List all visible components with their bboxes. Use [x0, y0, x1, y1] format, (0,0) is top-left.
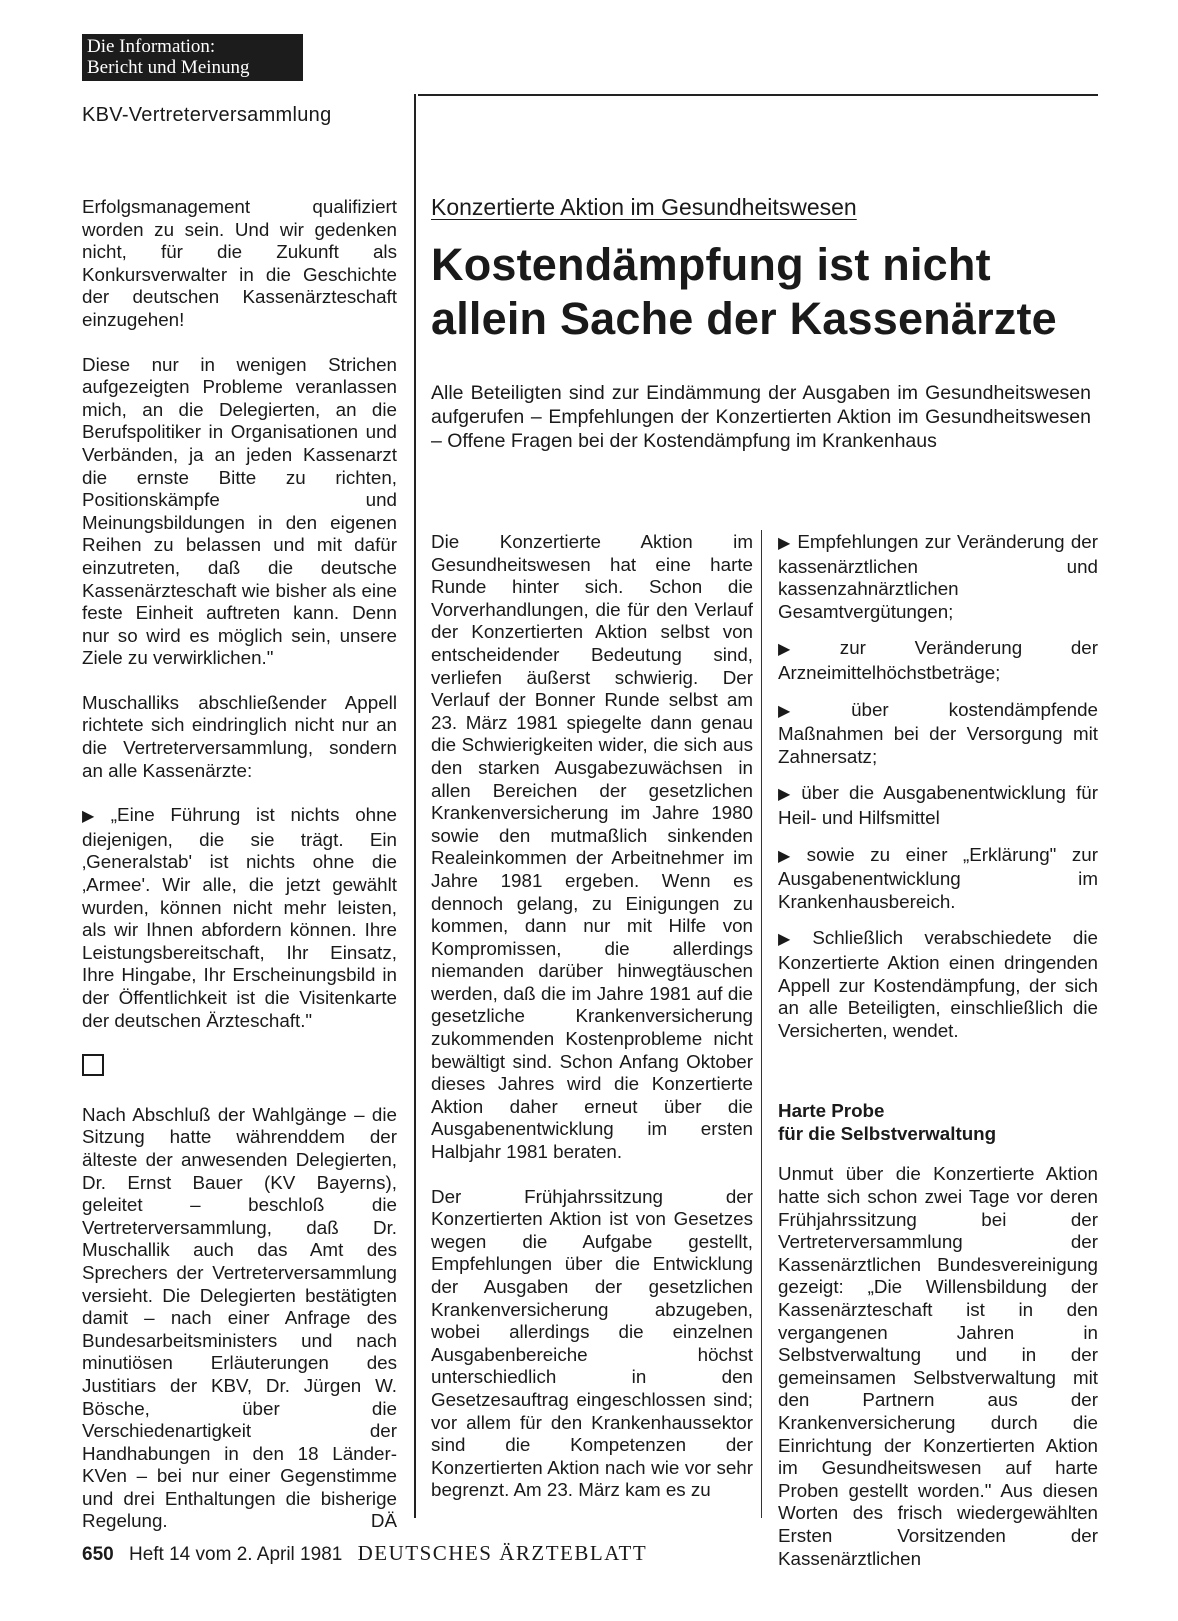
- column-divider-2: [761, 530, 762, 1518]
- middle-column: [431, 531, 753, 1524]
- triangle-bullet-icon: ▶: [82, 808, 105, 826]
- left-paragraph-1: Erfolgsmanagement qualifiziert worden zu sein. Und wir gedenken nicht, für die Zukunft als Konkursverwalter in die Geschichte der deutschen Kassenärzteschaft einzugehen!: [82, 196, 397, 330]
- left-paragraph-3: Muschalliks abschließender Appell richtete sich eindringlich nicht nur an die Vertreterversammlung, sondern an alle Kassenärzte:: [82, 691, 397, 781]
- left-paragraph-5: [82, 1104, 397, 1533]
- left-paragraph-5-text: Nach Abschluß der Wahlgänge – die Sitzung hatte währenddem der älteste der anwesenden Delegierten, Dr. Ernst Bauer (KV Bayerns), geleitet – beschloß die Vertreterversammlung, daß Dr. Muschallik auch das Amt des Sprechers der Vertreterversammlung versieht. Die Delegierten bestätigten damit – nach einer Anfrage des Bundesarbeitsministers und nach minutiösen Erläuterungen des Justitiars der KBV, Dr. Jürgen W. Bösche, über die Verschiedenartigkeit der Handhabungen in den 18 Länder-KVen – bei nur einer Gegenstimme und drei Enthaltungen die bisherige Regelung.: [82, 1103, 397, 1532]
- middle-paragraph-1: Die Konzertierte Aktion im Gesundheitswesen hat eine harte Runde hinter sich. Schon die Vorverhandlungen, die für den Verlauf der Konzertierten Aktion selbst von entscheidender Bedeutung sind, verliefen äußerst schwierig. Der Verlauf der Bonner Runde selbst am 23. März 1981 spiegelte dann genau die Schwierigkeiten wider, die sich aus den starken Ausgabezuwächsen in allen Bereichen der gesetzlichen Krankenversicherung im Jahre 1980 sowie den mutmaßlich sinkenden Realeinkommen der Arbeitnehmer im Jahre 1981 ergeben. Wenn es dennoch gelang, zu Einigungen zu kommen, dann nur mit Hilfe von Kompromissen, die allerdings niemanden darüber hinwegtäuschen werden, daß die im Jahre 1981 auf die gesetzliche Krankenversicherung zukommenden Kostenprobleme nicht bewältigt sind. Schon Anfang Oktober dieses Jahres wird die Konzertierte Aktion daher erneut über die Ausgabenentwicklung im ersten Halbjahr 1981 beraten.: [431, 531, 753, 1163]
- right-column: [778, 531, 1098, 1584]
- bullet-text: Empfehlungen zur Veränderung der kassenärztlichen und kassenzahnärztlichen Gesamtvergütungen;: [778, 531, 1098, 622]
- right-paragraph-end: Unmut über die Konzertierte Aktion hatte sich schon zwei Tage vor deren Frühjahrssitzung bei der Vertreterversammlung der Kassenärztlichen Bundesvereinigung gezeigt: „Die Willensbildung der Kassenärzteschaft ist in den vergangenen Jahren in Selbstverwaltung und in der gemeinsamen Selbstverwaltung mit den Partnern aus der Krankenversicherung durch die Einrichtung der Konzertierten Aktion im Gesundheitswesen auf harte Proben gestellt worden." Aus diesen Worten des frisch wiedergewählten Ersten Vorsitzenden der Kassenärztlichen: [778, 1163, 1098, 1569]
- bullet-item: [778, 927, 1098, 1042]
- page-number: 650: [82, 1544, 114, 1565]
- left-kicker: KBV-Vertreterversammlung: [82, 104, 332, 126]
- subheading-line-2: für die Selbstverwaltung: [778, 1122, 997, 1144]
- triangle-bullet-icon: ▶: [778, 847, 801, 865]
- bullet-text: über kostendämpfende Maßnahmen bei der Versorgung mit Zahnersatz;: [778, 698, 1098, 767]
- article-headline: [431, 238, 1111, 346]
- bullet-item: [778, 699, 1098, 769]
- header-line-1: Die Information:: [87, 36, 216, 57]
- section-end-marker: [82, 1054, 397, 1082]
- top-rule: [418, 94, 1098, 96]
- article-lead: Alle Beteiligten sind zur Eindämmung der Ausgaben im Gesundheitswesen aufgerufen – Empfehlungen der Konzertierten Aktion im Gesundheitswesen – Offene Fragen bei der Kostendämpfung im Krankenhaus: [431, 382, 1091, 452]
- headline-line-2: allein Sache der Kassenärzte: [431, 293, 1057, 344]
- subheading-line-1: Harte Probe: [778, 1100, 885, 1122]
- magazine-name: DEUTSCHES ÄRZTEBLATT: [357, 1541, 648, 1565]
- article-kicker: Konzertierte Aktion im Gesundheitswesen: [431, 194, 857, 220]
- left-paragraph-2: Diese nur in wenigen Strichen aufgezeigten Probleme veranlassen mich, an die Delegierten, an die Berufspolitiker in Organisationen und Verbänden, ja an jeden Kassenarzt die ernste Bitte zu richten, Positionskämpfe und Meinungsbildungen in den eigenen Reihen zu belassen und mit dafür einzutreten, daß die deutsche Kassenärzteschaft wie bisher als eine feste Einheit auftreten kann. Denn nur so wird es möglich sein, unsere Ziele zu verwirklichen.": [82, 353, 397, 669]
- left-quote: [82, 804, 397, 1032]
- bullet-item: [778, 844, 1098, 914]
- triangle-bullet-icon: ▶: [778, 702, 846, 720]
- author-signoff: DÄ: [370, 1510, 397, 1532]
- section-header-box: [82, 34, 303, 81]
- square-icon: [82, 1054, 104, 1076]
- bullet-text: sowie zu einer „Erklärung" zur Ausgabenentwicklung im Krankenhausbereich.: [778, 843, 1098, 912]
- header-line-2: Bericht und Meinung: [87, 57, 250, 78]
- headline-line-1: Kostendämpfung ist nicht: [431, 239, 991, 290]
- page-footer: [82, 1541, 647, 1566]
- middle-paragraph-2: Der Frühjahrssitzung der Konzertierten Aktion ist von Gesetzes wegen die Aufgabe gestellt, Empfehlungen über die Entwicklung der Ausgaben der gesetzlichen Krankenversicherung abzugeben, wobei allerdings die einzelnen Ausgabenbereiche höchst unterschiedlich in den Gesetzesauftrag eingeschlossen sind; vor allem für den Krankenhaussektor sind die Kompetenzen der Konzertierten Aktion nach wie vor sehr begrenzt. Am 23. März kam es zu: [431, 1185, 753, 1501]
- issue-info: Heft 14 vom 2. April 1981: [128, 1544, 343, 1565]
- triangle-bullet-icon: ▶: [778, 641, 834, 659]
- bullet-item: [778, 531, 1098, 623]
- triangle-bullet-icon: ▶: [778, 786, 796, 804]
- bullet-item: [778, 637, 1098, 684]
- left-column: [82, 196, 397, 1555]
- column-divider: [414, 94, 416, 1518]
- left-quote-text: „Eine Führung ist nichts ohne diejenigen, die sie trägt. Ein ‚Generalstab' ist nichts ohne die ‚Armee'. Wir alle, die jetzt gewählt wurden, können nicht mehr leisten, als wir Ihnen abfordern können. Ihre Leistungsbereitschaft, Ihr Einsatz, Ihre Hingabe, Ihr Erscheinungsbild in der Öffentlichkeit ist die Visitenkarte der deutschen Ärzteschaft.": [82, 804, 398, 1031]
- triangle-bullet-icon: ▶: [778, 535, 792, 552]
- triangle-bullet-icon: ▶: [778, 931, 807, 949]
- bullet-text: Schließlich verabschiedete die Konzertierte Aktion einen dringenden Appell zur Kostendämpfung, der sich an alle Beteiligten, einschließlich die Versicherten, wendet.: [778, 927, 1098, 1041]
- bullet-item: [778, 782, 1098, 829]
- bullet-text: zur Veränderung der Arzneimittelhöchstbeträge;: [778, 637, 1098, 683]
- bullet-text: über die Ausgabenentwicklung für Heil- und Hilfsmittel: [778, 782, 1098, 828]
- subheading: [778, 1100, 1098, 1145]
